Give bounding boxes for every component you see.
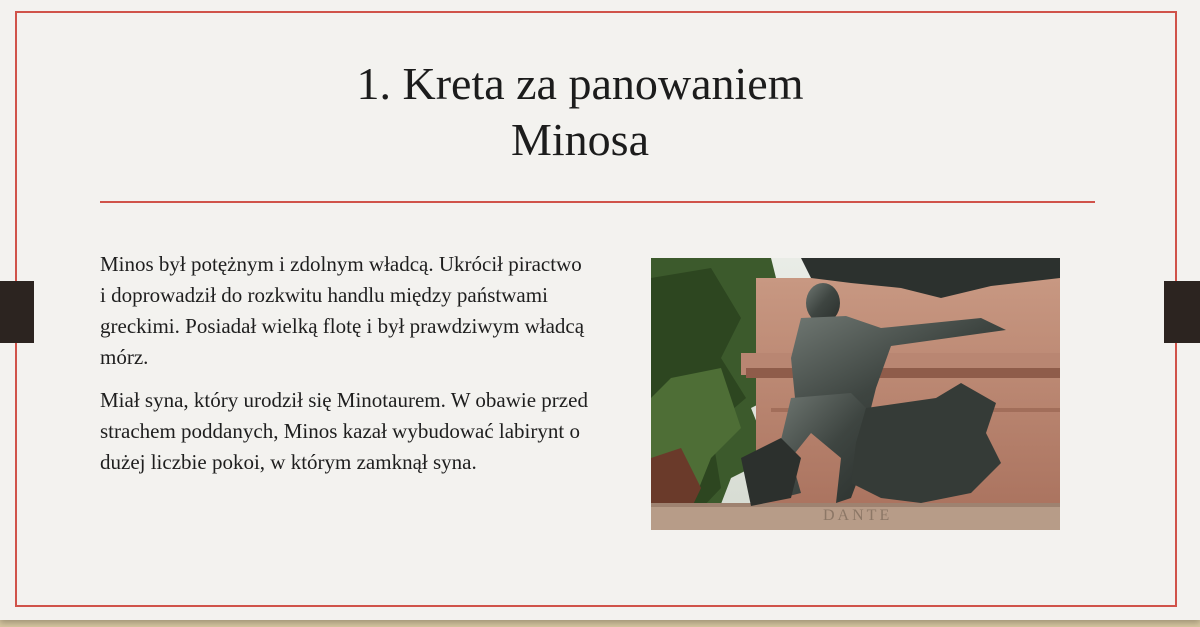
plinth-inscription: DANTE (823, 507, 893, 524)
paragraph-1: Minos był potężnym i zdolnym władcą. Ukrócił piractwo i doprowadził do rozkwitu handlu między państwami greckimi. Posiadał wielką flotę i był prawdziwym władcą mórz. (100, 252, 585, 369)
title-divider (100, 201, 1095, 203)
slide-title-line2: Minosa (511, 114, 649, 165)
right-edge-tab (1164, 281, 1200, 343)
slide-title-line1: 1. Kreta za panowaniem (356, 58, 804, 109)
statue-photo (651, 258, 1060, 530)
left-edge-tab (0, 281, 34, 343)
slide-title (230, 56, 930, 168)
slide-body-text (100, 249, 590, 490)
paragraph-2: Miał syna, który urodził się Minotaurem. W obawie przed strachem poddanych, Minos kazał wybudować labirynt o dużej liczbie pokoi, w którym zamknął syna. (100, 388, 588, 474)
